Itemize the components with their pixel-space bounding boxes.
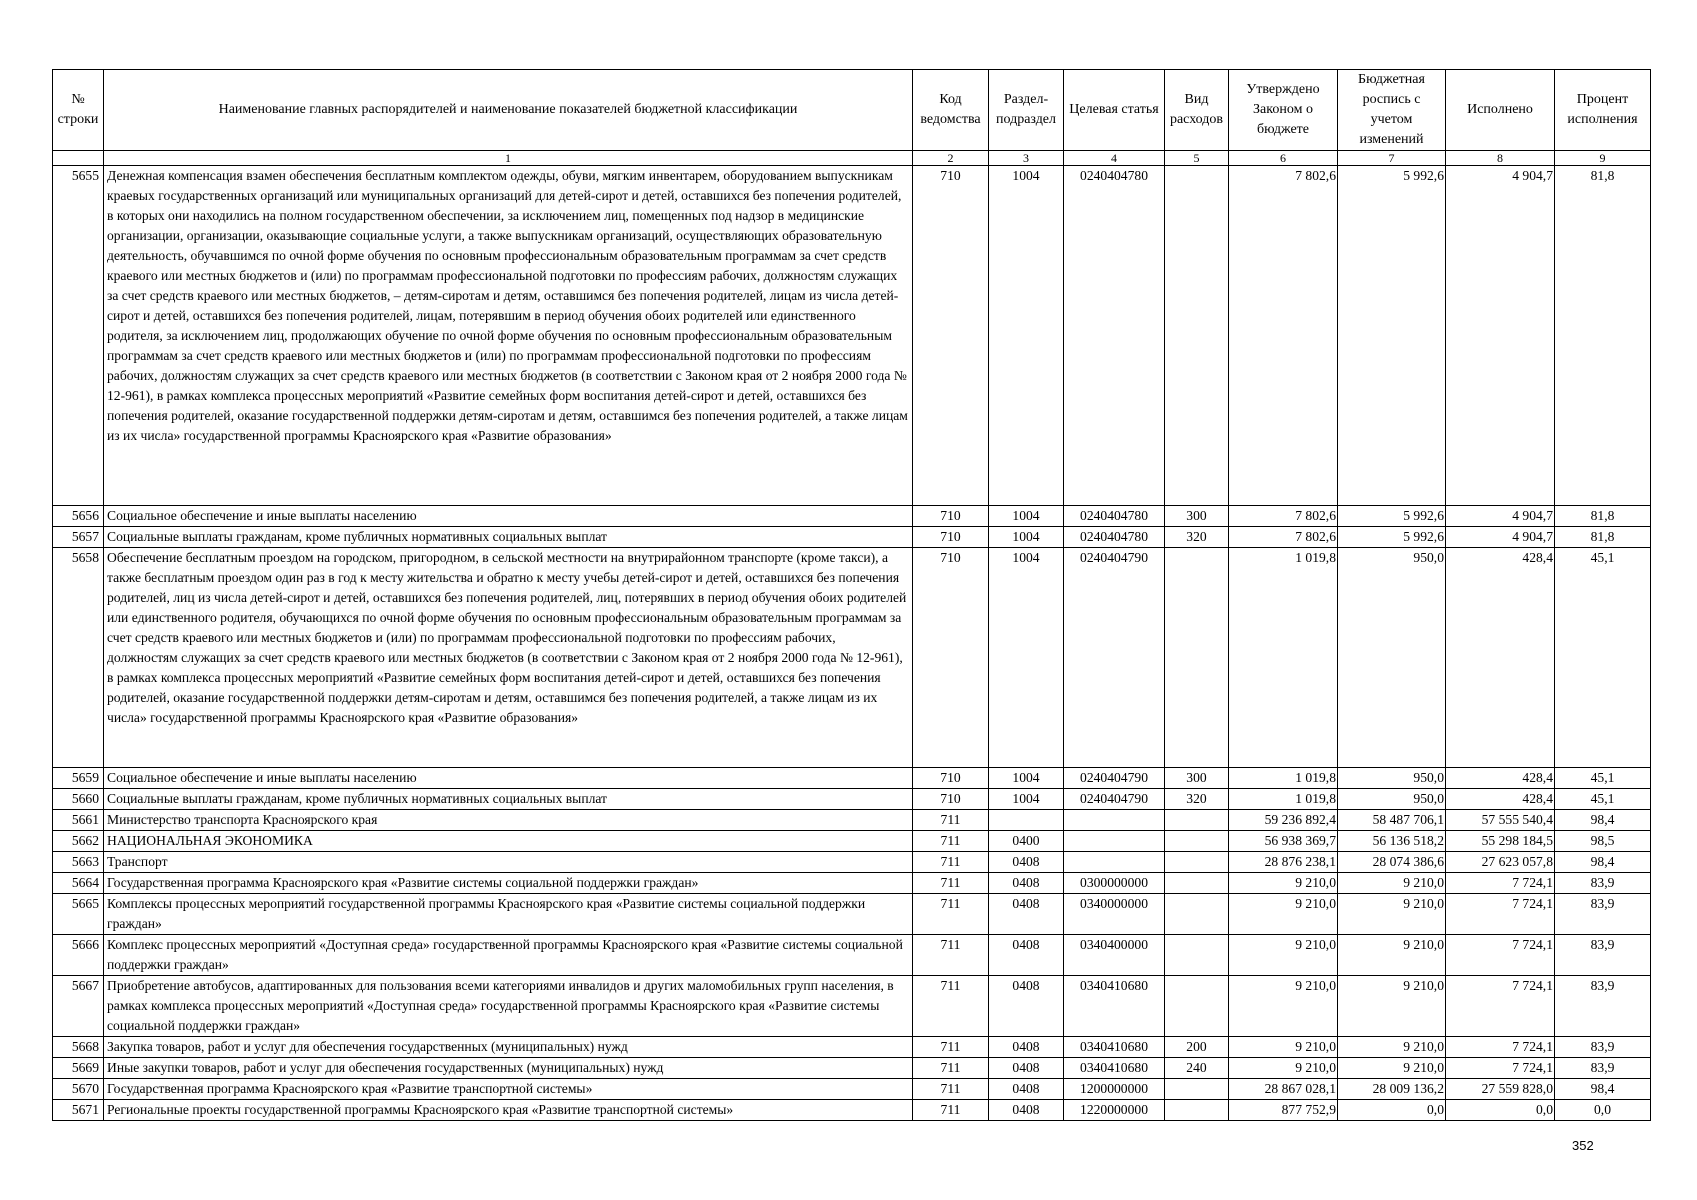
row-number: 5663 xyxy=(53,852,104,873)
row-name: Закупка товаров, работ и услуг для обеспечения государственных (муниципальных) нужд xyxy=(104,1037,913,1058)
row-approved-amount: 9 210,0 xyxy=(1229,894,1338,935)
row-budget-amount: 9 210,0 xyxy=(1338,1058,1446,1079)
row-number: 5667 xyxy=(53,976,104,1037)
row-budget-amount: 5 992,6 xyxy=(1338,506,1446,527)
row-executed-amount: 428,4 xyxy=(1446,789,1555,810)
row-dept-code: 710 xyxy=(913,548,989,768)
row-section-code: 1004 xyxy=(989,789,1064,810)
row-target-code: 0340410680 xyxy=(1064,976,1165,1037)
row-budget-amount: 0,0 xyxy=(1338,1100,1446,1121)
header-dept: Код ведомства xyxy=(913,70,989,151)
row-budget-amount: 28 074 386,6 xyxy=(1338,852,1446,873)
row-budget-amount: 58 487 706,1 xyxy=(1338,810,1446,831)
header-target: Целевая статья xyxy=(1064,70,1165,151)
row-target-code: 0300000000 xyxy=(1064,873,1165,894)
header-exptype: Вид расходов xyxy=(1165,70,1229,151)
row-number: 5665 xyxy=(53,894,104,935)
column-number: 1 xyxy=(104,151,913,166)
row-approved-amount: 28 876 238,1 xyxy=(1229,852,1338,873)
header-section: Раздел-подраздел xyxy=(989,70,1064,151)
table-body xyxy=(53,166,1651,1121)
row-expense-type xyxy=(1165,831,1229,852)
row-percent: 45,1 xyxy=(1555,789,1651,810)
row-name: Социальное обеспечение и иные выплаты населению xyxy=(104,506,913,527)
table-row xyxy=(53,548,1651,768)
row-budget-amount: 5 992,6 xyxy=(1338,166,1446,506)
row-name: Приобретение автобусов, адаптированных для пользования всеми категориями инвалидов и других маломобильных групп населения, в рамках комплекса процессных мероприятий «Доступная среда» государственной программы Красноярского края «Развитие системы социальной поддержки граждан» xyxy=(104,976,913,1037)
column-number: 7 xyxy=(1338,151,1446,166)
row-executed-amount: 27 559 828,0 xyxy=(1446,1079,1555,1100)
row-approved-amount: 7 802,6 xyxy=(1229,506,1338,527)
row-dept-code: 711 xyxy=(913,1100,989,1121)
row-percent: 98,4 xyxy=(1555,852,1651,873)
header-approved: Утверждено Законом о бюджете xyxy=(1229,70,1338,151)
header-budget: Бюджетная роспись с учетом изменений xyxy=(1338,70,1446,151)
row-section-code xyxy=(989,810,1064,831)
row-section-code: 1004 xyxy=(989,527,1064,548)
row-number: 5657 xyxy=(53,527,104,548)
table-row xyxy=(53,166,1651,506)
row-executed-amount: 7 724,1 xyxy=(1446,873,1555,894)
row-approved-amount: 1 019,8 xyxy=(1229,789,1338,810)
table-row xyxy=(53,935,1651,976)
row-dept-code: 710 xyxy=(913,768,989,789)
row-expense-type xyxy=(1165,852,1229,873)
row-budget-amount: 950,0 xyxy=(1338,548,1446,768)
row-number: 5668 xyxy=(53,1037,104,1058)
row-approved-amount: 1 019,8 xyxy=(1229,768,1338,789)
row-section-code: 0408 xyxy=(989,1079,1064,1100)
table-row xyxy=(53,831,1651,852)
row-name: Социальное обеспечение и иные выплаты населению xyxy=(104,768,913,789)
row-expense-type xyxy=(1165,873,1229,894)
row-dept-code: 711 xyxy=(913,1079,989,1100)
table-row xyxy=(53,976,1651,1037)
row-percent: 81,8 xyxy=(1555,527,1651,548)
row-expense-type: 240 xyxy=(1165,1058,1229,1079)
row-expense-type xyxy=(1165,1079,1229,1100)
row-expense-type: 300 xyxy=(1165,768,1229,789)
row-executed-amount: 428,4 xyxy=(1446,768,1555,789)
row-executed-amount: 57 555 540,4 xyxy=(1446,810,1555,831)
row-expense-type: 200 xyxy=(1165,1037,1229,1058)
row-number: 5655 xyxy=(53,166,104,506)
table-row xyxy=(53,1100,1651,1121)
row-expense-type: 300 xyxy=(1165,506,1229,527)
row-target-code: 0340400000 xyxy=(1064,935,1165,976)
row-expense-type xyxy=(1165,548,1229,768)
column-number-row xyxy=(53,151,1651,166)
row-budget-amount: 9 210,0 xyxy=(1338,873,1446,894)
row-approved-amount: 7 802,6 xyxy=(1229,166,1338,506)
row-name: Обеспечение бесплатным проездом на городском, пригородном, в сельской местности на внутрирайонном транспорте (кроме такси), а также бесплатным проездом один раз в год к месту жительства и обратно к месту учебы детей-сирот и детей, оставшихся без попечения родителей, лиц из числа детей-сирот и детей, оставшихся без попечения родителей, лиц, потерявших в период обучения обоих родителей или единственного родителя, обучающихся по очной форме обучения по основным профессиональным образовательным программам за счет средств краевого или местных бюджетов и (или) по программам профессиональной подготовки по профессиям рабочих, должностям служащих за счет средств краевого или местных бюджетов (в соответствии с Законом края от 2 ноября 2000 года № 12-961), в рамках комплекса процессных мероприятий «Развитие семейных форм воспитания детей-сирот и детей, оставшихся без попечения родителей, оказание государственной поддержки детям-сиротам и детям, оставшимся без попечения родителей, а также лицам из их числа» государственной программы Красноярского края «Развитие образования» xyxy=(104,548,913,768)
row-name: Денежная компенсация взамен обеспечения бесплатным комплектом одежды, обуви, мягким инвентарем, оборудованием выпускникам краевых государственных организаций или муниципальных организаций для детей-сирот и детей, оставшихся без попечения родителей, в которых они находились на полном государственном обеспечении, за исключением лиц, помещенных под надзор в медицинские организации, организации, оказывающие социальные услуги, а также выпускникам организаций, осуществляющих образовательную деятельность, обучавшимся по очной форме обучения по основным профессиональным образовательным программам за счет средств краевого или местных бюджетов и (или) по программам профессиональной подготовки по профессиям рабочих, должностям служащих за счет средств краевого или местных бюджетов, – детям-сиротам и детям, оставшимся без попечения родителей, лицам из числа детей-сирот и детей, оставшихся без попечения родителей, лицам, потерявшим в период обучения обоих родителей или единственного родителя, за исключением лиц, продолжающих обучение по очной форме обучения по основным профессиональным образовательным программам за счет средств краевого или местных бюджетов и (или) по программам профессиональной подготовки по профессиям рабочих, должностям служащих за счет средств краевого или местных бюджетов (в соответствии с Законом края от 2 ноября 2000 года № 12-961), в рамках комплекса процессных мероприятий «Развитие семейных форм воспитания детей-сирот и детей, оставшихся без попечения родителей, оказание государственной поддержки детям-сиротам и детям, оставшимся без попечения родителей, а также лицам из их числа» государственной программы Красноярского края «Развитие образования» xyxy=(104,166,913,506)
row-approved-amount: 9 210,0 xyxy=(1229,873,1338,894)
row-dept-code: 710 xyxy=(913,527,989,548)
row-target-code: 1220000000 xyxy=(1064,1100,1165,1121)
row-target-code xyxy=(1064,831,1165,852)
column-number xyxy=(53,151,104,166)
column-number: 5 xyxy=(1165,151,1229,166)
table-row xyxy=(53,1058,1651,1079)
row-section-code: 1004 xyxy=(989,768,1064,789)
table-row xyxy=(53,789,1651,810)
row-name: Социальные выплаты гражданам, кроме публичных нормативных социальных выплат xyxy=(104,789,913,810)
row-executed-amount: 7 724,1 xyxy=(1446,894,1555,935)
row-expense-type xyxy=(1165,894,1229,935)
row-name: НАЦИОНАЛЬНАЯ ЭКОНОМИКА xyxy=(104,831,913,852)
row-executed-amount: 428,4 xyxy=(1446,548,1555,768)
row-executed-amount: 7 724,1 xyxy=(1446,1058,1555,1079)
row-budget-amount: 9 210,0 xyxy=(1338,894,1446,935)
row-approved-amount: 56 938 369,7 xyxy=(1229,831,1338,852)
table-row xyxy=(53,768,1651,789)
header-executed: Исполнено xyxy=(1446,70,1555,151)
row-name: Комплексы процессных мероприятий государственной программы Красноярского края «Развитие системы социальной поддержки граждан» xyxy=(104,894,913,935)
row-executed-amount: 7 724,1 xyxy=(1446,1037,1555,1058)
column-number: 9 xyxy=(1555,151,1651,166)
row-percent: 81,8 xyxy=(1555,166,1651,506)
row-section-code: 0400 xyxy=(989,831,1064,852)
row-budget-amount: 9 210,0 xyxy=(1338,935,1446,976)
row-target-code xyxy=(1064,852,1165,873)
row-target-code: 0240404780 xyxy=(1064,166,1165,506)
table-row xyxy=(53,810,1651,831)
page-number: 352 xyxy=(1572,1138,1594,1153)
row-dept-code: 711 xyxy=(913,831,989,852)
row-section-code: 1004 xyxy=(989,548,1064,768)
row-percent: 83,9 xyxy=(1555,1058,1651,1079)
row-percent: 83,9 xyxy=(1555,894,1651,935)
row-percent: 83,9 xyxy=(1555,976,1651,1037)
row-percent: 98,4 xyxy=(1555,810,1651,831)
row-name: Государственная программа Красноярского края «Развитие системы социальной поддержки граждан» xyxy=(104,873,913,894)
row-dept-code: 711 xyxy=(913,935,989,976)
row-number: 5659 xyxy=(53,768,104,789)
row-expense-type: 320 xyxy=(1165,789,1229,810)
row-expense-type xyxy=(1165,810,1229,831)
row-percent: 83,9 xyxy=(1555,1037,1651,1058)
row-executed-amount: 7 724,1 xyxy=(1446,976,1555,1037)
row-budget-amount: 950,0 xyxy=(1338,789,1446,810)
row-section-code: 0408 xyxy=(989,935,1064,976)
row-approved-amount: 877 752,9 xyxy=(1229,1100,1338,1121)
row-name: Транспорт xyxy=(104,852,913,873)
row-number: 5671 xyxy=(53,1100,104,1121)
row-budget-amount: 56 136 518,2 xyxy=(1338,831,1446,852)
row-dept-code: 710 xyxy=(913,166,989,506)
budget-table xyxy=(52,69,1651,1121)
row-dept-code: 710 xyxy=(913,506,989,527)
row-budget-amount: 9 210,0 xyxy=(1338,1037,1446,1058)
row-expense-type xyxy=(1165,166,1229,506)
row-name: Социальные выплаты гражданам, кроме публичных нормативных социальных выплат xyxy=(104,527,913,548)
table-row xyxy=(53,1037,1651,1058)
row-name: Государственная программа Красноярского края «Развитие транспортной системы» xyxy=(104,1079,913,1100)
column-number: 3 xyxy=(989,151,1064,166)
row-section-code: 0408 xyxy=(989,1037,1064,1058)
row-dept-code: 710 xyxy=(913,789,989,810)
row-executed-amount: 27 623 057,8 xyxy=(1446,852,1555,873)
row-number: 5660 xyxy=(53,789,104,810)
row-executed-amount: 7 724,1 xyxy=(1446,935,1555,976)
row-dept-code: 711 xyxy=(913,873,989,894)
row-executed-amount: 4 904,7 xyxy=(1446,166,1555,506)
row-expense-type xyxy=(1165,976,1229,1037)
row-budget-amount: 9 210,0 xyxy=(1338,976,1446,1037)
row-number: 5670 xyxy=(53,1079,104,1100)
row-target-code: 0240404790 xyxy=(1064,789,1165,810)
table-row xyxy=(53,527,1651,548)
row-target-code: 0340000000 xyxy=(1064,894,1165,935)
row-section-code: 1004 xyxy=(989,166,1064,506)
row-target-code: 0240404780 xyxy=(1064,506,1165,527)
row-approved-amount: 9 210,0 xyxy=(1229,935,1338,976)
row-name: Министерство транспорта Красноярского края xyxy=(104,810,913,831)
row-approved-amount: 9 210,0 xyxy=(1229,976,1338,1037)
header-percent: Процент исполнения xyxy=(1555,70,1651,151)
row-budget-amount: 5 992,6 xyxy=(1338,527,1446,548)
row-executed-amount: 55 298 184,5 xyxy=(1446,831,1555,852)
table-row xyxy=(53,873,1651,894)
row-executed-amount: 0,0 xyxy=(1446,1100,1555,1121)
row-number: 5666 xyxy=(53,935,104,976)
table-row xyxy=(53,1079,1651,1100)
row-expense-type xyxy=(1165,935,1229,976)
row-percent: 83,9 xyxy=(1555,873,1651,894)
row-executed-amount: 4 904,7 xyxy=(1446,506,1555,527)
row-dept-code: 711 xyxy=(913,976,989,1037)
row-target-code: 0240404790 xyxy=(1064,768,1165,789)
row-approved-amount: 7 802,6 xyxy=(1229,527,1338,548)
row-number: 5662 xyxy=(53,831,104,852)
row-number: 5658 xyxy=(53,548,104,768)
row-executed-amount: 4 904,7 xyxy=(1446,527,1555,548)
header-num: № строки xyxy=(53,70,104,151)
row-name: Комплекс процессных мероприятий «Доступная среда» государственной программы Красноярского края «Развитие системы социальной поддержки граждан» xyxy=(104,935,913,976)
row-approved-amount: 59 236 892,4 xyxy=(1229,810,1338,831)
table-header-row xyxy=(53,70,1651,151)
row-expense-type xyxy=(1165,1100,1229,1121)
row-name: Иные закупки товаров, работ и услуг для обеспечения государственных (муниципальных) нужд xyxy=(104,1058,913,1079)
row-approved-amount: 1 019,8 xyxy=(1229,548,1338,768)
row-section-code: 0408 xyxy=(989,1058,1064,1079)
row-percent: 81,8 xyxy=(1555,506,1651,527)
row-target-code: 0240404790 xyxy=(1064,548,1165,768)
row-number: 5664 xyxy=(53,873,104,894)
row-percent: 98,5 xyxy=(1555,831,1651,852)
row-expense-type: 320 xyxy=(1165,527,1229,548)
column-number: 6 xyxy=(1229,151,1338,166)
column-number: 4 xyxy=(1064,151,1165,166)
row-approved-amount: 28 867 028,1 xyxy=(1229,1079,1338,1100)
table-row xyxy=(53,506,1651,527)
row-percent: 0,0 xyxy=(1555,1100,1651,1121)
row-target-code xyxy=(1064,810,1165,831)
row-dept-code: 711 xyxy=(913,1037,989,1058)
header-name: Наименование главных распорядителей и наименование показателей бюджетной классификации xyxy=(104,70,913,151)
row-dept-code: 711 xyxy=(913,810,989,831)
row-dept-code: 711 xyxy=(913,852,989,873)
budget-report-sheet xyxy=(52,69,1650,1121)
row-budget-amount: 28 009 136,2 xyxy=(1338,1079,1446,1100)
row-percent: 45,1 xyxy=(1555,768,1651,789)
row-number: 5661 xyxy=(53,810,104,831)
row-number: 5669 xyxy=(53,1058,104,1079)
row-section-code: 0408 xyxy=(989,1100,1064,1121)
row-dept-code: 711 xyxy=(913,894,989,935)
row-section-code: 1004 xyxy=(989,506,1064,527)
row-target-code: 0340410680 xyxy=(1064,1058,1165,1079)
row-percent: 83,9 xyxy=(1555,935,1651,976)
table-row xyxy=(53,852,1651,873)
row-target-code: 1200000000 xyxy=(1064,1079,1165,1100)
row-budget-amount: 950,0 xyxy=(1338,768,1446,789)
row-section-code: 0408 xyxy=(989,976,1064,1037)
row-target-code: 0240404780 xyxy=(1064,527,1165,548)
row-number: 5656 xyxy=(53,506,104,527)
column-number: 8 xyxy=(1446,151,1555,166)
row-dept-code: 711 xyxy=(913,1058,989,1079)
row-section-code: 0408 xyxy=(989,852,1064,873)
table-row xyxy=(53,894,1651,935)
row-approved-amount: 9 210,0 xyxy=(1229,1037,1338,1058)
row-percent: 45,1 xyxy=(1555,548,1651,768)
row-percent: 98,4 xyxy=(1555,1079,1651,1100)
column-number: 2 xyxy=(913,151,989,166)
row-target-code: 0340410680 xyxy=(1064,1037,1165,1058)
row-section-code: 0408 xyxy=(989,894,1064,935)
row-approved-amount: 9 210,0 xyxy=(1229,1058,1338,1079)
row-name: Региональные проекты государственной программы Красноярского края «Развитие транспортной системы» xyxy=(104,1100,913,1121)
row-section-code: 0408 xyxy=(989,873,1064,894)
